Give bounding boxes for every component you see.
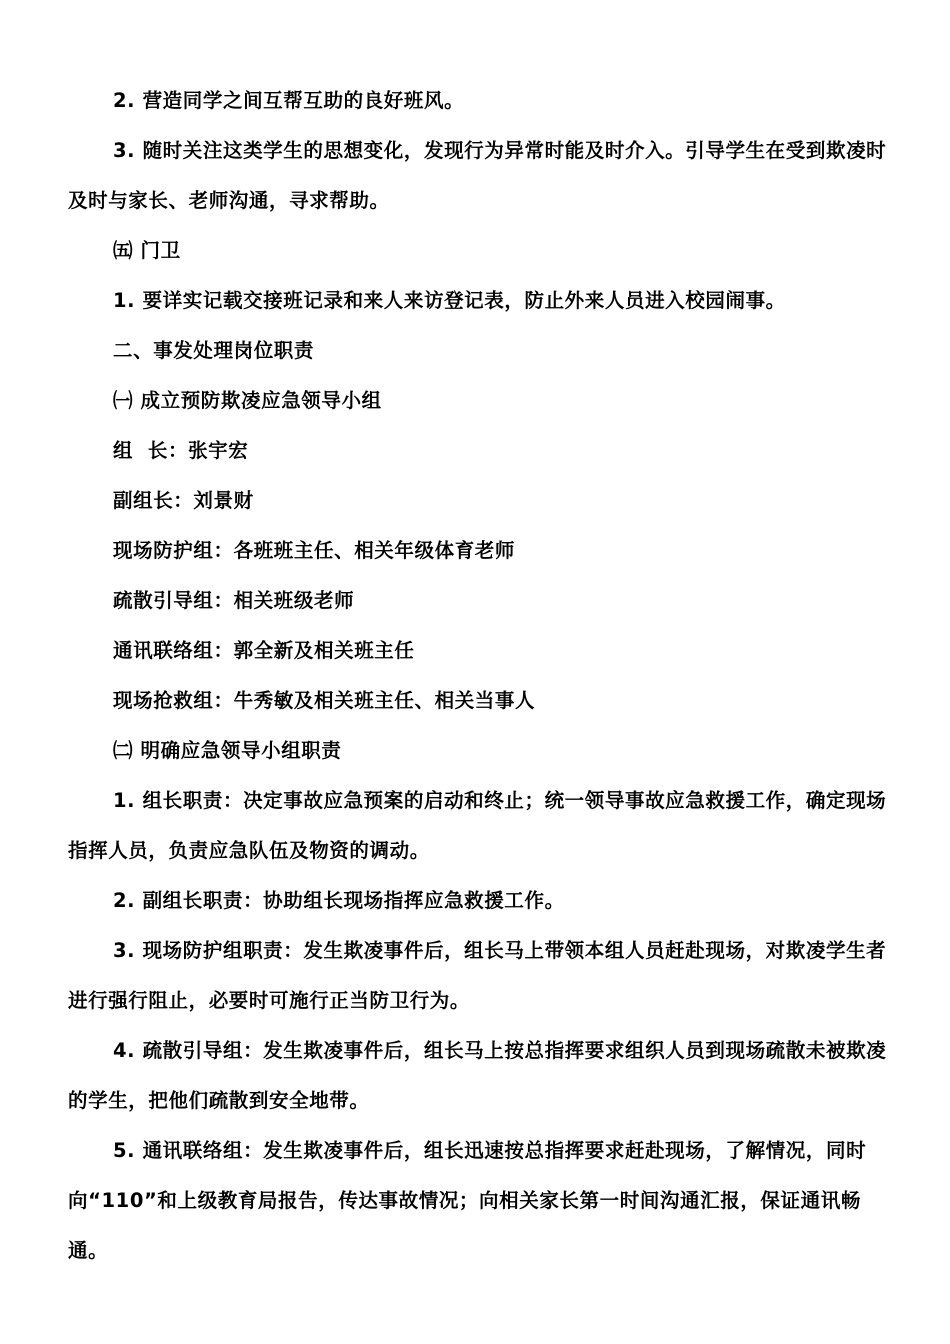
paragraph: 1. 组长职责：决定事故应急预案的启动和终止；统一领导事故应急救援工作，确定现场指挥人员，负责应急队伍及物资的调动。 xyxy=(68,789,887,862)
section-heading: ㈡ 明确应急领导小组职责 xyxy=(113,739,342,762)
paragraph: 2. 副组长职责：协助组长现场指挥应急救援工作。 xyxy=(113,889,565,912)
member-line: 现场抢救组：牛秀敏及相关班主任、相关当事人 xyxy=(113,689,536,712)
member-line: 疏散引导组：相关班级老师 xyxy=(113,589,355,612)
member-line: 通讯联络组：郭全新及相关班主任 xyxy=(113,639,415,662)
paragraph: 4. 疏散引导组：发生欺凌事件后，组长马上按总指挥要求组织人员到现场疏散未被欺凌的学生，把他们疏散到安全地带。 xyxy=(68,1039,887,1112)
member-line: 副组长：刘景财 xyxy=(113,489,254,512)
paragraph: 5. 通讯联络组：发生欺凌事件后，组长迅速按总指挥要求赶赴现场，了解情况，同时向“110”和上级教育局报告，传达事故情况；向相关家长第一时间沟通汇报，保证通讯畅通。 xyxy=(68,1139,867,1262)
document-body xyxy=(68,76,888,1276)
section-heading: 二、事发处理岗位职责 xyxy=(113,339,315,362)
section-heading: ㈤ 门卫 xyxy=(113,239,181,262)
member-line: 组 长：张宇宏 xyxy=(113,439,249,462)
paragraph: 3. 现场防护组职责：发生欺凌事件后，组长马上带领本组人员赶赴现场，对欺凌学生者进行强行阻止，必要时可施行正当防卫行为。 xyxy=(68,939,887,1012)
member-line: 现场防护组：各班班主任、相关年级体育老师 xyxy=(113,539,516,562)
paragraph: 3. 随时关注这类学生的思想变化，发现行为异常时能及时介入。引导学生在受到欺凌时及时与家长、老师沟通，寻求帮助。 xyxy=(68,139,887,212)
paragraph: 1. 要详实记载交接班记录和来人来访登记表，防止外来人员进入校园闹事。 xyxy=(113,289,786,312)
paragraph: 2. 营造同学之间互帮互助的良好班风。 xyxy=(113,89,465,112)
section-heading: ㈠ 成立预防欺凌应急领导小组 xyxy=(113,389,382,412)
